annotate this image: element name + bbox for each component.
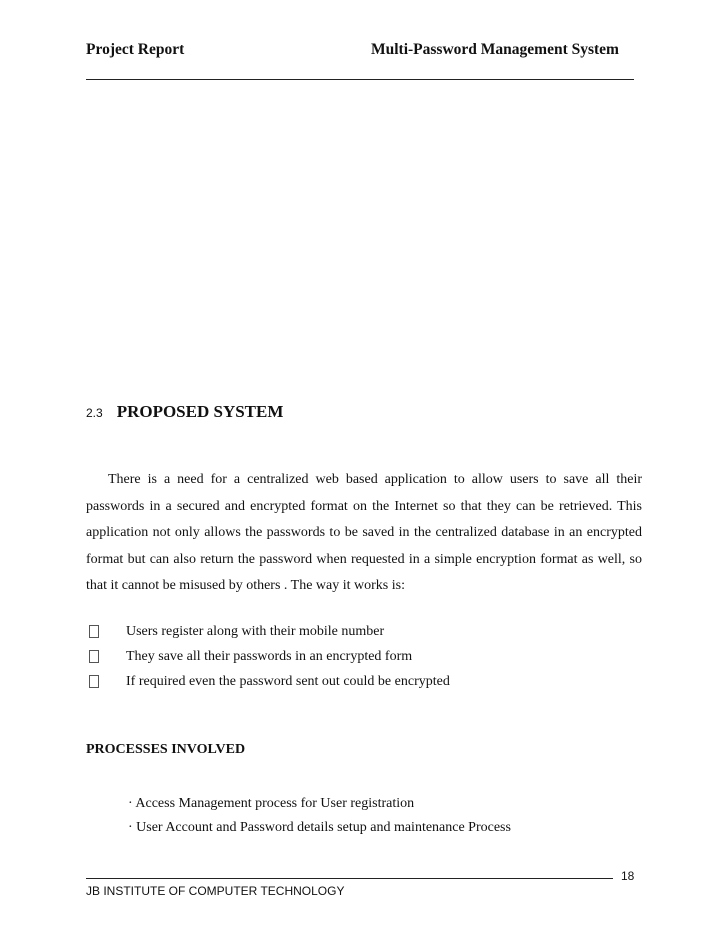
list-item [86, 669, 450, 694]
bullet-box-icon [89, 675, 99, 688]
feature-bullet-list [86, 619, 450, 694]
list-item: · Access Management process for User registration [128, 796, 415, 811]
bullet-box-icon [89, 625, 99, 638]
list-item [86, 644, 450, 669]
page-number: 18 [621, 869, 635, 883]
footer-institute: JB INSTITUTE OF COMPUTER TECHNOLOGY [86, 884, 345, 898]
processes-heading: PROCESSES INVOLVED [86, 742, 246, 757]
list-item [86, 619, 450, 644]
section-title: PROPOSED SYSTEM [116, 402, 284, 421]
footer-divider [86, 878, 613, 879]
bullet-text: Users register along with their mobile number [126, 623, 385, 639]
section-number: 2.3 [86, 406, 103, 420]
list-item: · User Account and Password details setup and maintenance Process [128, 820, 511, 835]
proposed-system-paragraph [86, 467, 642, 600]
section-heading [86, 402, 283, 422]
process-list [128, 792, 511, 840]
bullet-text: If required even the password sent out could be encrypted [126, 673, 450, 689]
bullet-text: They save all their passwords in an encrypted form [126, 648, 413, 664]
paragraph-text: There is a need for a centralized web based application to allow users to save all their passwords in a secured and encrypted format on the Internet so that they can be retrieved. This application not only allows the passwords to be saved in the centralized database in an encrypted format but can also return the password when requested in a simple encryption format as well, so that it cannot be misused by others . The way it works is: [86, 472, 642, 593]
header-document-title: Multi-Password Management System [371, 41, 619, 58]
header-project-report: Project Report [86, 41, 185, 58]
bullet-box-icon [89, 650, 99, 663]
header-divider [86, 79, 634, 80]
